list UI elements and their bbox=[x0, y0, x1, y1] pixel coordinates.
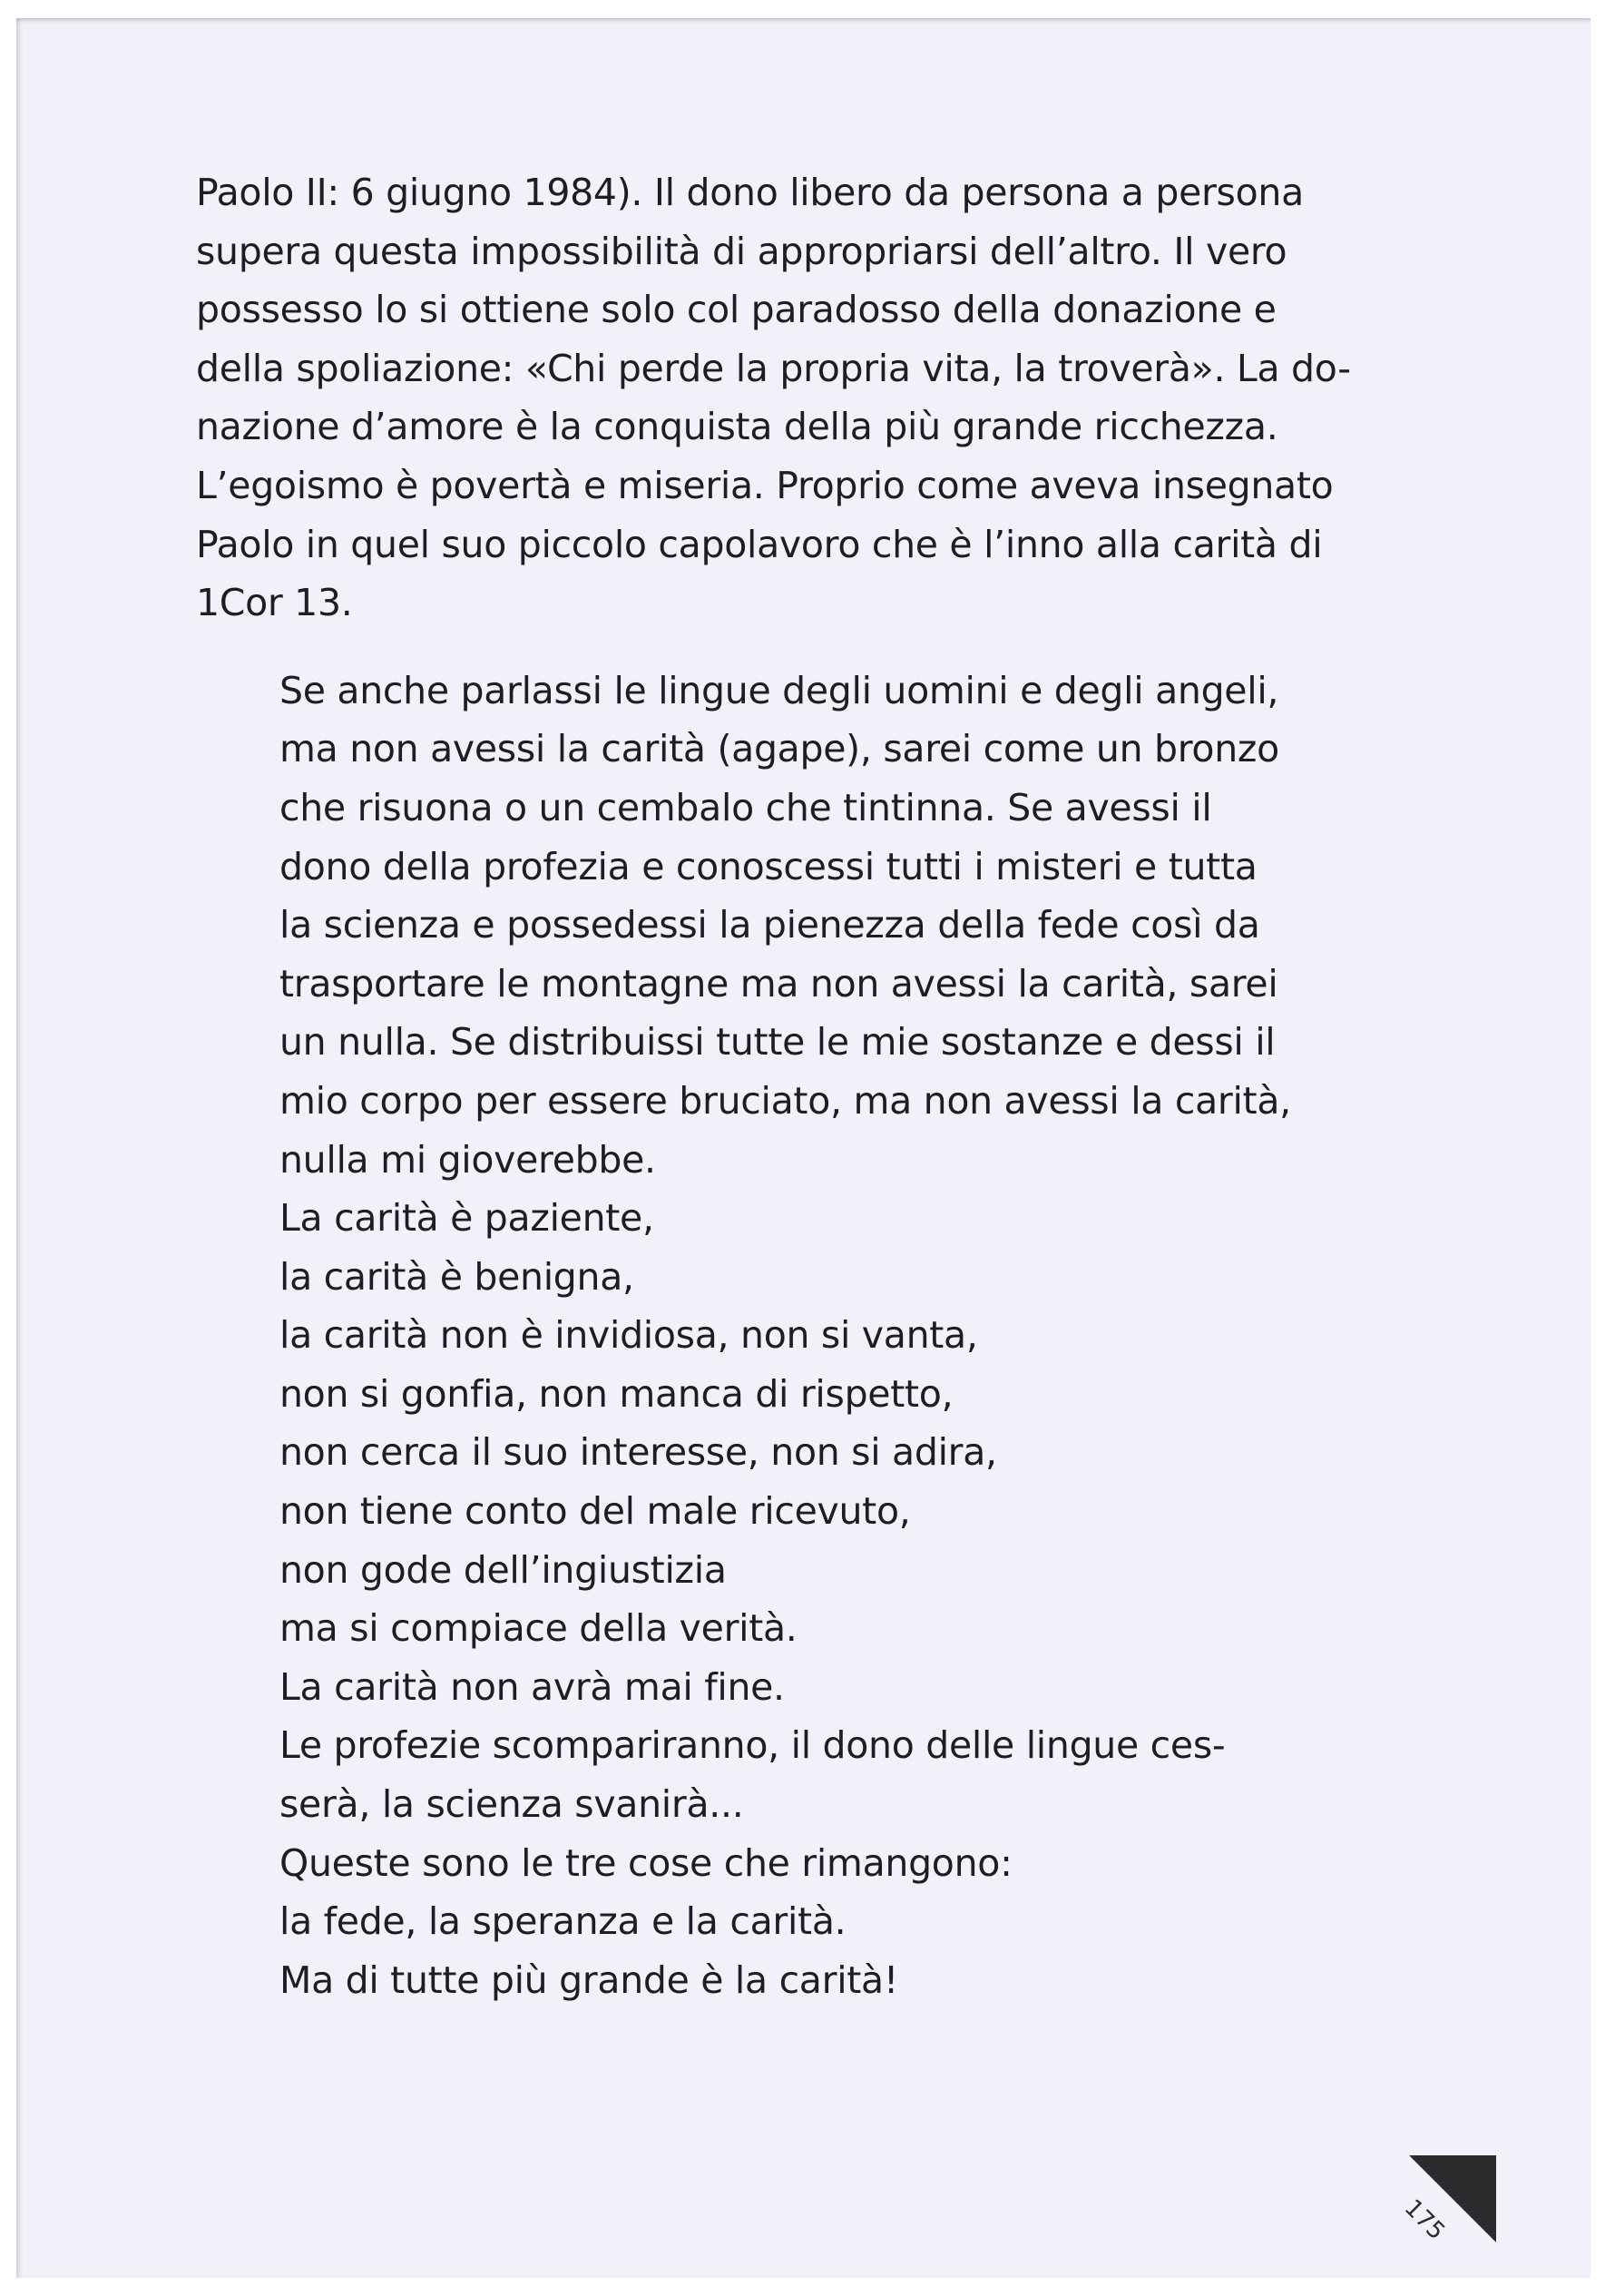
quote-line: Se anche parlassi le lingue degli uomini e degli angeli, bbox=[279, 668, 1279, 712]
quote-line: la carità è benigna, bbox=[279, 1254, 634, 1299]
text-line: L’egoismo è povertà e miseria. Proprio come aveva insegnato bbox=[196, 463, 1334, 507]
text-line: Paolo II: 6 giugno 1984). Il dono libero da persona a persona bbox=[196, 171, 1304, 214]
paragraph-gap bbox=[196, 633, 1484, 662]
quote-line: serà, la scienza svanirà... bbox=[279, 1782, 744, 1827]
quote-line: ma non avessi la carità (agape), sarei come un bronzo bbox=[279, 727, 1279, 771]
text-line: nazione d’amore è la conquista della più grande ricchezza. bbox=[196, 405, 1278, 449]
quote-line: nulla mi gioverebbe. bbox=[279, 1137, 656, 1182]
quote-line: ma si compiace della verità. bbox=[279, 1606, 798, 1651]
text-line: della spoliazione: «Chi perde la propria vita, la troverà». La do- bbox=[196, 346, 1351, 390]
text-line: possesso lo si ottiene solo col paradosso della donazione e bbox=[196, 288, 1277, 332]
quote-line: La carità non avrà mai fine. bbox=[279, 1664, 785, 1709]
quote-line: dono della profezia e conoscessi tutti i misteri e tutta bbox=[279, 844, 1258, 888]
quote-line: La carità è paziente, bbox=[279, 1196, 654, 1241]
text-line: Paolo in quel suo piccolo capolavoro che è l’inno alla carità di bbox=[196, 522, 1323, 566]
text-line: 1Cor 13. bbox=[196, 581, 353, 625]
text-line: supera questa impossibilità di appropriarsi dell’altro. Il vero bbox=[196, 229, 1287, 273]
quote-line: Le profezie scompariranno, il dono delle lingue ces- bbox=[279, 1723, 1226, 1768]
quote-line: non tiene conto del male ricevuto, bbox=[279, 1489, 911, 1534]
quote-line: la fede, la speranza e la carità. bbox=[279, 1899, 847, 1944]
quote-line: non gode dell’ingiustizia bbox=[279, 1547, 727, 1592]
book-page bbox=[16, 18, 1591, 2278]
quote-line: mio corpo per essere bruciato, ma non avessi la carità, bbox=[279, 1078, 1291, 1123]
quote-line: non si gonfia, non manca di rispetto, bbox=[279, 1371, 954, 1416]
quote-line: che risuona o un cembalo che tintinna. Se avessi il bbox=[279, 785, 1212, 829]
quote-line: Queste sono le tre cose che rimangono: bbox=[279, 1840, 1013, 1885]
quote-line: un nulla. Se distribuissi tutte le mie sostanze e dessi il bbox=[279, 1020, 1276, 1065]
quote-line: non cerca il suo interesse, non si adira, bbox=[279, 1430, 997, 1475]
quote-line: trasportare le montagne ma non avessi la carità, sarei bbox=[279, 961, 1278, 1006]
quote-line: la carità non è invidiosa, non si vanta, bbox=[279, 1313, 978, 1358]
body-text bbox=[196, 163, 1484, 2009]
page-number: 175 bbox=[1398, 2194, 1451, 2246]
quote-line: la scienza e possedessi la pienezza della fede così da bbox=[279, 903, 1260, 947]
quote-line: Ma di tutte più grande è la carità! bbox=[279, 1957, 899, 2002]
quoted-hymn bbox=[196, 662, 1484, 2010]
